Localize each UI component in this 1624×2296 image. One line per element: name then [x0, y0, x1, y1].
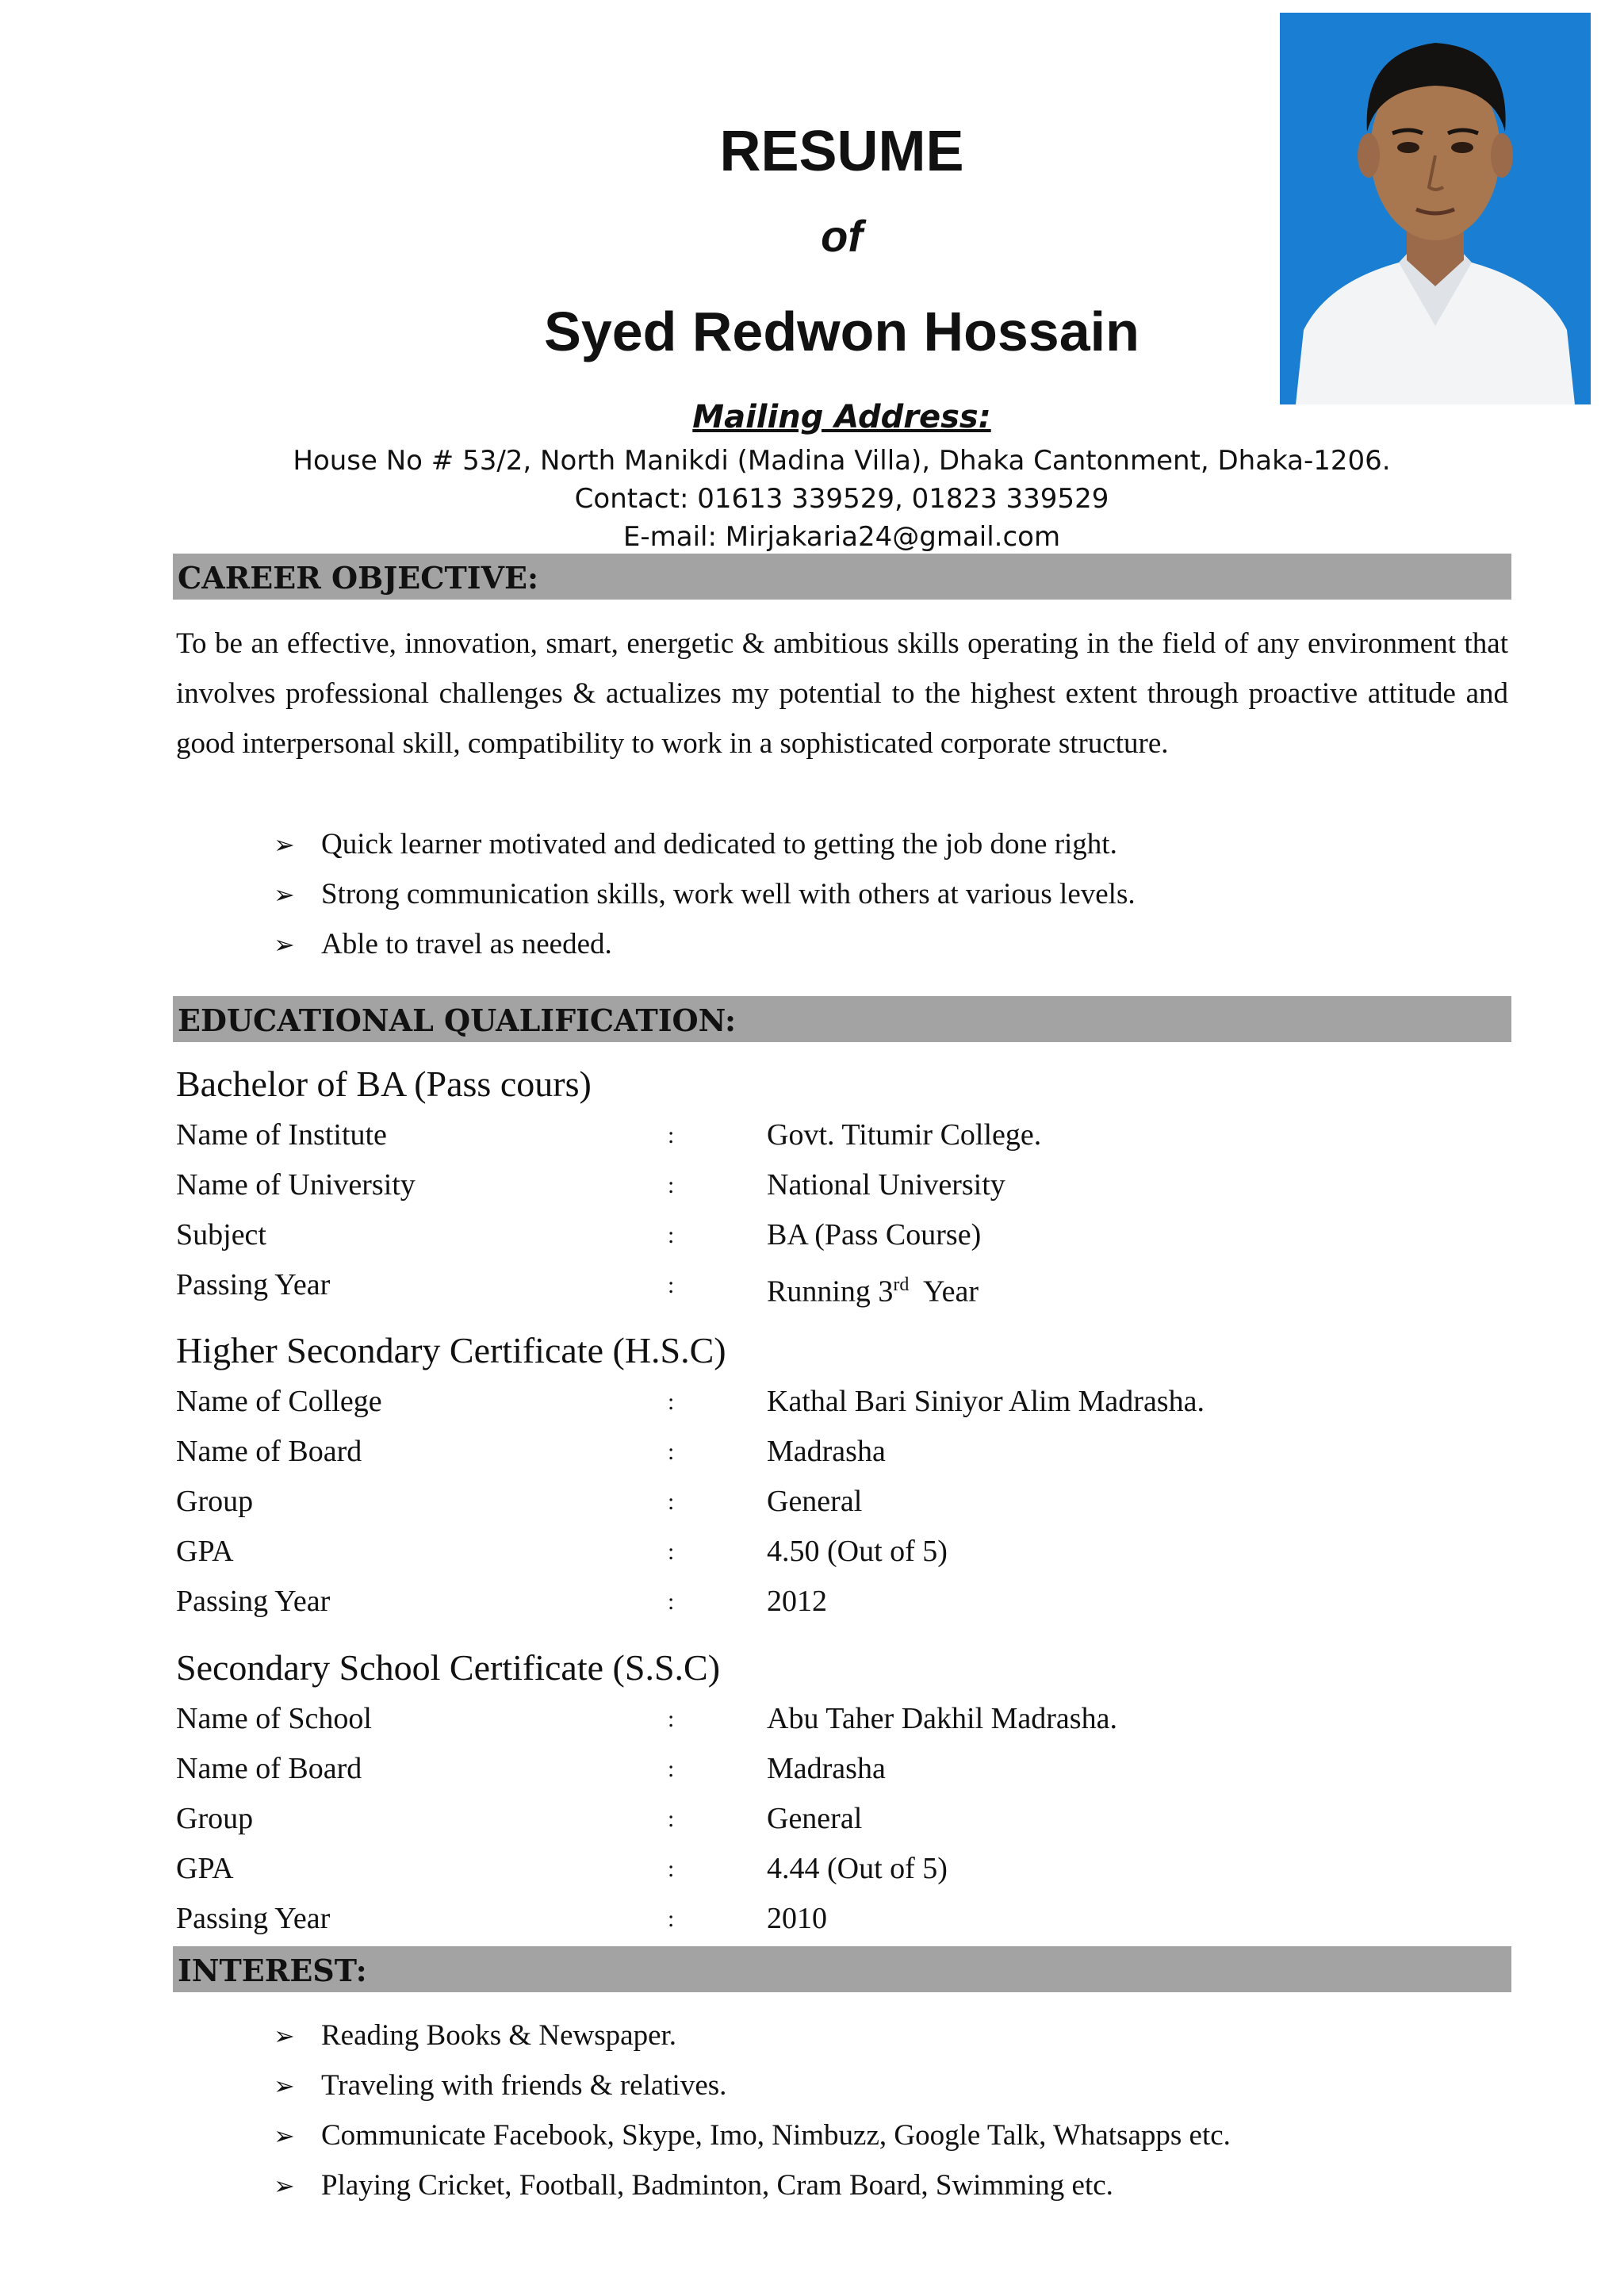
- contact-phone: Contact: 01613 339529, 01823 339529: [574, 483, 1109, 515]
- ba-title: Bachelor of BA (Pass cours): [176, 1064, 592, 1104]
- hsc-title: Higher Secondary Certificate (H.S.C): [176, 1330, 726, 1370]
- resume-title: RESUME: [719, 120, 964, 183]
- table-row: Passing Year : Running 3rd Year: [176, 1268, 979, 1309]
- arrow-bullet-icon: ➢: [274, 930, 295, 960]
- table-row: Subject : BA (Pass Course): [176, 1218, 982, 1251]
- career-objective-heading: CAREER OBJECTIVE:: [178, 560, 538, 596]
- career-bullet: ➢ Able to travel as needed.: [274, 919, 612, 969]
- table-row: Passing Year : 2012: [176, 1585, 827, 1618]
- table-row: Name of University : National University: [176, 1168, 1005, 1202]
- table-row: Group : General: [176, 1485, 863, 1518]
- table-row: Name of College : Kathal Bari Siniyor Alim Madrasha.: [176, 1385, 1205, 1418]
- arrow-bullet-icon: ➢: [274, 2021, 295, 2051]
- interest-heading: INTEREST:: [178, 1953, 367, 1988]
- ssc-title: Secondary School Certificate (S.S.C): [176, 1647, 721, 1688]
- career-objective-paragraph: To be an effective, innovation, smart, energetic & ambitious skills operating in the field of any environment that involves professional challenges & actualizes my potential to the highest extent through proactive attitude and good interpersonal skill, compatibility to work in a sophisticated corporate structure.: [176, 627, 1508, 760]
- arrow-bullet-icon: ➢: [274, 2121, 295, 2151]
- interest-bar: [173, 1946, 1511, 1992]
- table-row: GPA : 4.44 (Out of 5): [176, 1852, 948, 1885]
- table-row: Passing Year : 2010: [176, 1902, 827, 1935]
- resume-of: of: [821, 211, 863, 261]
- career-bullet: ➢ Strong communication skills, work well with others at various levels.: [274, 869, 1136, 919]
- table-row: GPA : 4.50 (Out of 5): [176, 1535, 948, 1568]
- table-row: Name of Institute : Govt. Titumir College.: [176, 1118, 1042, 1152]
- mailing-address: House No # 53/2, North Manikdi (Madina Villa), Dhaka Cantonment, Dhaka-1206.: [293, 445, 1391, 477]
- table-row: Group : General: [176, 1802, 863, 1835]
- interest-bullet: ➢ Reading Books & Newspaper.: [274, 2010, 676, 2060]
- education-bar: [173, 996, 1511, 1042]
- arrow-bullet-icon: ➢: [274, 830, 295, 860]
- career-bullet: ➢ Quick learner motivated and dedicated to getting the job done right.: [274, 819, 1117, 869]
- table-row: Name of Board : Madrasha: [176, 1435, 886, 1468]
- arrow-bullet-icon: ➢: [274, 2071, 295, 2101]
- mailing-address-label: Mailing Address:: [692, 399, 991, 435]
- career-objective-bar: [173, 554, 1511, 600]
- arrow-bullet-icon: ➢: [274, 880, 295, 910]
- interest-bullet: ➢ Communicate Facebook, Skype, Imo, Nimbuzz, Google Talk, Whatsapps etc.: [274, 2110, 1231, 2160]
- portrait-illustration: [1280, 13, 1591, 404]
- arrow-bullet-icon: ➢: [274, 2171, 295, 2201]
- table-row: Name of School : Abu Taher Dakhil Madrasha.: [176, 1702, 1117, 1735]
- contact-email: E-mail: Mirjakaria24@gmail.com: [622, 521, 1061, 553]
- education-heading: EDUCATIONAL QUALIFICATION:: [178, 1002, 737, 1038]
- interest-bullet: ➢ Traveling with friends & relatives.: [274, 2060, 726, 2110]
- candidate-name: Syed Redwon Hossain: [544, 301, 1139, 362]
- table-row: Name of Board : Madrasha: [176, 1752, 886, 1785]
- profile-photo: [1280, 13, 1591, 404]
- interest-bullet: ➢ Playing Cricket, Football, Badminton, Cram Board, Swimming etc.: [274, 2160, 1113, 2210]
